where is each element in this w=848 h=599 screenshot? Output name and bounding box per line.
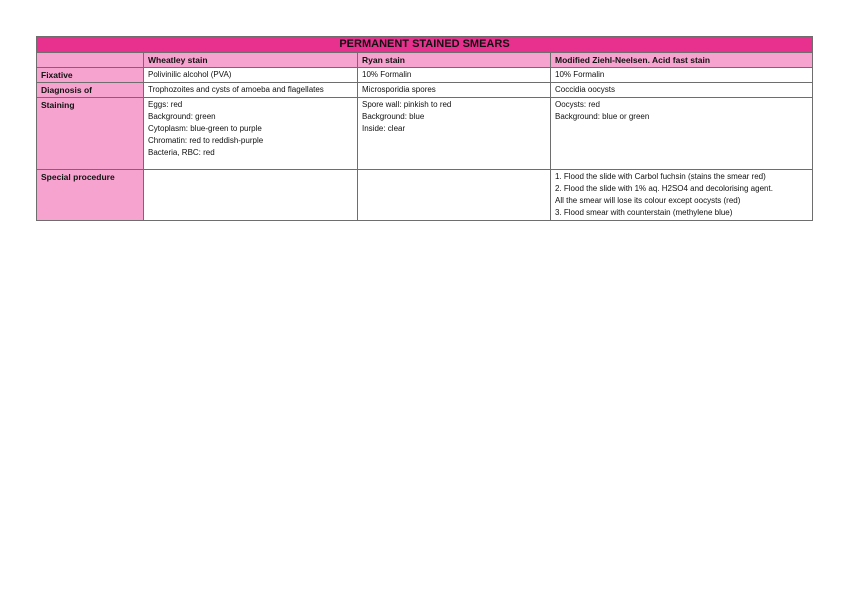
cell-line: Trophozoites and cysts of amoeba and flagellates	[148, 85, 324, 94]
cell-line: 1. Flood the slide with Carbol fuchsin (stains the smear red)	[555, 172, 766, 181]
table-cell	[358, 83, 551, 98]
table-cell	[551, 98, 813, 170]
row-label-staining: Staining	[37, 98, 144, 170]
table-row-fixative	[37, 68, 813, 83]
table-cell	[358, 68, 551, 83]
table-cell	[144, 68, 358, 83]
table-row-staining	[37, 98, 813, 170]
table-row-diagnosis	[37, 83, 813, 98]
stained-smears-table	[36, 36, 813, 221]
cell-line: Cytoplasm: blue-green to purple	[148, 124, 262, 133]
cell-line: Bacteria, RBC: red	[148, 148, 215, 157]
cell-line: 2. Flood the slide with 1% aq. H2SO4 and decolorising agent.	[555, 184, 773, 193]
table-cell	[144, 83, 358, 98]
cell-line: Spore wall: pinkish to red	[362, 100, 452, 109]
cell-line: 10% Formalin	[362, 70, 412, 79]
row-label-special-procedure: Special procedure	[37, 170, 144, 221]
table-cell	[551, 170, 813, 221]
cell-line: Eggs: red	[148, 100, 183, 109]
row-label-diagnosis: Diagnosis of	[37, 83, 144, 98]
cell-line: Inside: clear	[362, 124, 406, 133]
header-cell-ryan: Ryan stain	[358, 53, 551, 68]
table-cell	[144, 98, 358, 170]
table-cell	[358, 98, 551, 170]
cell-line: All the smear will lose its colour except oocysts (red)	[555, 196, 741, 205]
cell-line: Coccidia oocysts	[555, 85, 616, 94]
table-cell	[358, 170, 551, 221]
cell-line: 3. Flood smear with counterstain (methylene blue)	[555, 208, 733, 217]
cell-line: Chromatin: red to reddish-purple	[148, 136, 264, 145]
cell-line: Polivinilic alcohol (PVA)	[148, 70, 232, 79]
table-row-special-procedure	[37, 170, 813, 221]
cell-line: Background: blue or green	[555, 112, 650, 121]
table-title-row	[37, 37, 813, 53]
table-header-row	[37, 53, 813, 68]
header-cell-wheatley: Wheatley stain	[144, 53, 358, 68]
cell-line: 10% Formalin	[555, 70, 605, 79]
row-label-fixative: Fixative	[37, 68, 144, 83]
table-cell	[551, 83, 813, 98]
table-cell	[551, 68, 813, 83]
cell-line: Microsporidia spores	[362, 85, 436, 94]
cell-line: Background: green	[148, 112, 216, 121]
header-cell-empty	[37, 53, 144, 68]
header-cell-ziehl-neelsen: Modified Ziehl-Neelsen. Acid fast stain	[551, 53, 813, 68]
table-title: PERMANENT STAINED SMEARS	[37, 37, 813, 53]
table-cell	[144, 170, 358, 221]
cell-line: Oocysts: red	[555, 100, 600, 109]
cell-line: Background: blue	[362, 112, 425, 121]
